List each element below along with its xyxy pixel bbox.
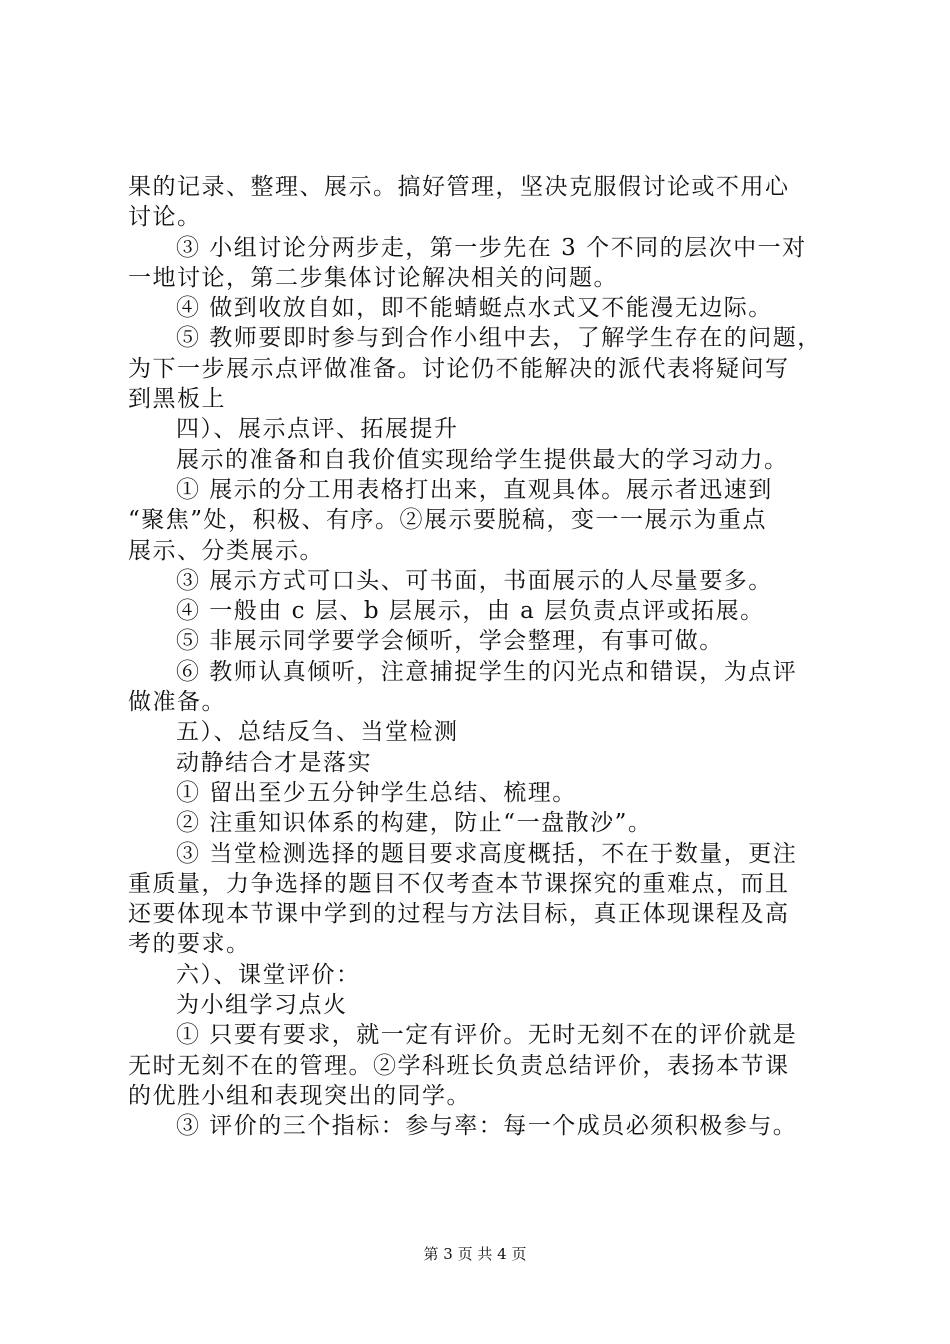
text-line: ⑤ 教师要即时参与到合作小组中去，了解学生存在的问题，	[176, 325, 822, 352]
text-line: ① 只要有要求，就一定有评价。无时无刻不在的评价就是	[176, 1022, 798, 1049]
text-line: ⑥ 教师认真倾听，注意捕捉学生的闪光点和错误，为点评	[176, 658, 798, 685]
text-line: 展示、分类展示。	[128, 537, 324, 564]
text-line: 考的要求。	[128, 931, 251, 958]
text-line: ① 展示的分工用表格打出来，直观具体。展示者迅速到	[176, 476, 773, 503]
text-line: 果的记录、整理、展示。搞好管理，坚决克服假讨论或不用心	[128, 174, 790, 200]
text-line: 五）、总结反刍、当堂检测	[176, 719, 459, 746]
text-line: ② 注重知识体系的构建，防止“一盘散沙”。	[176, 810, 653, 837]
text-line: ③ 当堂检测选择的题目要求高度概括，不在于数量，更注	[176, 840, 798, 867]
text-line: ④ 一般由 c 层、b 层展示，由 a 层负责点评或拓展。	[176, 598, 765, 625]
text-line: 无时无刻不在的管理。②学科班长负责总结评价，表扬本节课	[128, 1052, 790, 1079]
text-line: 展示的准备和自我价值实现给学生提供最大的学习动力。	[176, 446, 789, 473]
body-text	[128, 172, 838, 1142]
text-line: ⑤ 非展示同学要学会倾听，学会整理，有事可做。	[176, 628, 724, 655]
text-line: ③ 评价的三个指标：参与率：每一个成员必须积极参与。	[176, 1113, 798, 1140]
text-line: 一地讨论，第二步集体讨论解决相关的问题。	[128, 264, 618, 291]
text-line: 四）、展示点评、拓展提升	[176, 416, 459, 443]
page-footer: 第 3 页 共 4 页	[423, 1245, 527, 1263]
text-line: 的优胜小组和表现突出的同学。	[128, 1082, 471, 1109]
text-line: 做准备。	[128, 689, 226, 716]
text-line: ① 留出至少五分钟学生总结、梳理。	[176, 779, 577, 806]
text-line: 重质量，力争选择的题目不仅考查本节课探究的重难点，而且	[128, 870, 790, 897]
text-line: 动静结合才是落实	[176, 749, 372, 776]
text-line: 讨论。	[128, 204, 202, 231]
text-line: ④ 做到收放自如，即不能蜻蜓点水式又不能漫无边际。	[176, 295, 773, 322]
text-line: 为下一步展示点评做准备。讨论仍不能解决的派代表将疑问写	[128, 355, 790, 382]
text-line: 还要体现本节课中学到的过程与方法目标，真正体现课程及高	[128, 901, 790, 928]
text-line: ③ 展示方式可口头、可书面，书面展示的人尽量要多。	[176, 567, 773, 594]
text-line: 到黑板上	[128, 386, 226, 413]
text-line: “聚焦”处，积极、有序。②展示要脱稿，变一一展示为重点	[128, 507, 768, 534]
text-line: ③ 小组讨论分两步走，第一步先在 3 个不同的层次中一对	[176, 234, 807, 261]
text-line: 六）、课堂评价：	[176, 961, 361, 988]
text-line: 为小组学习点火	[176, 992, 348, 1019]
